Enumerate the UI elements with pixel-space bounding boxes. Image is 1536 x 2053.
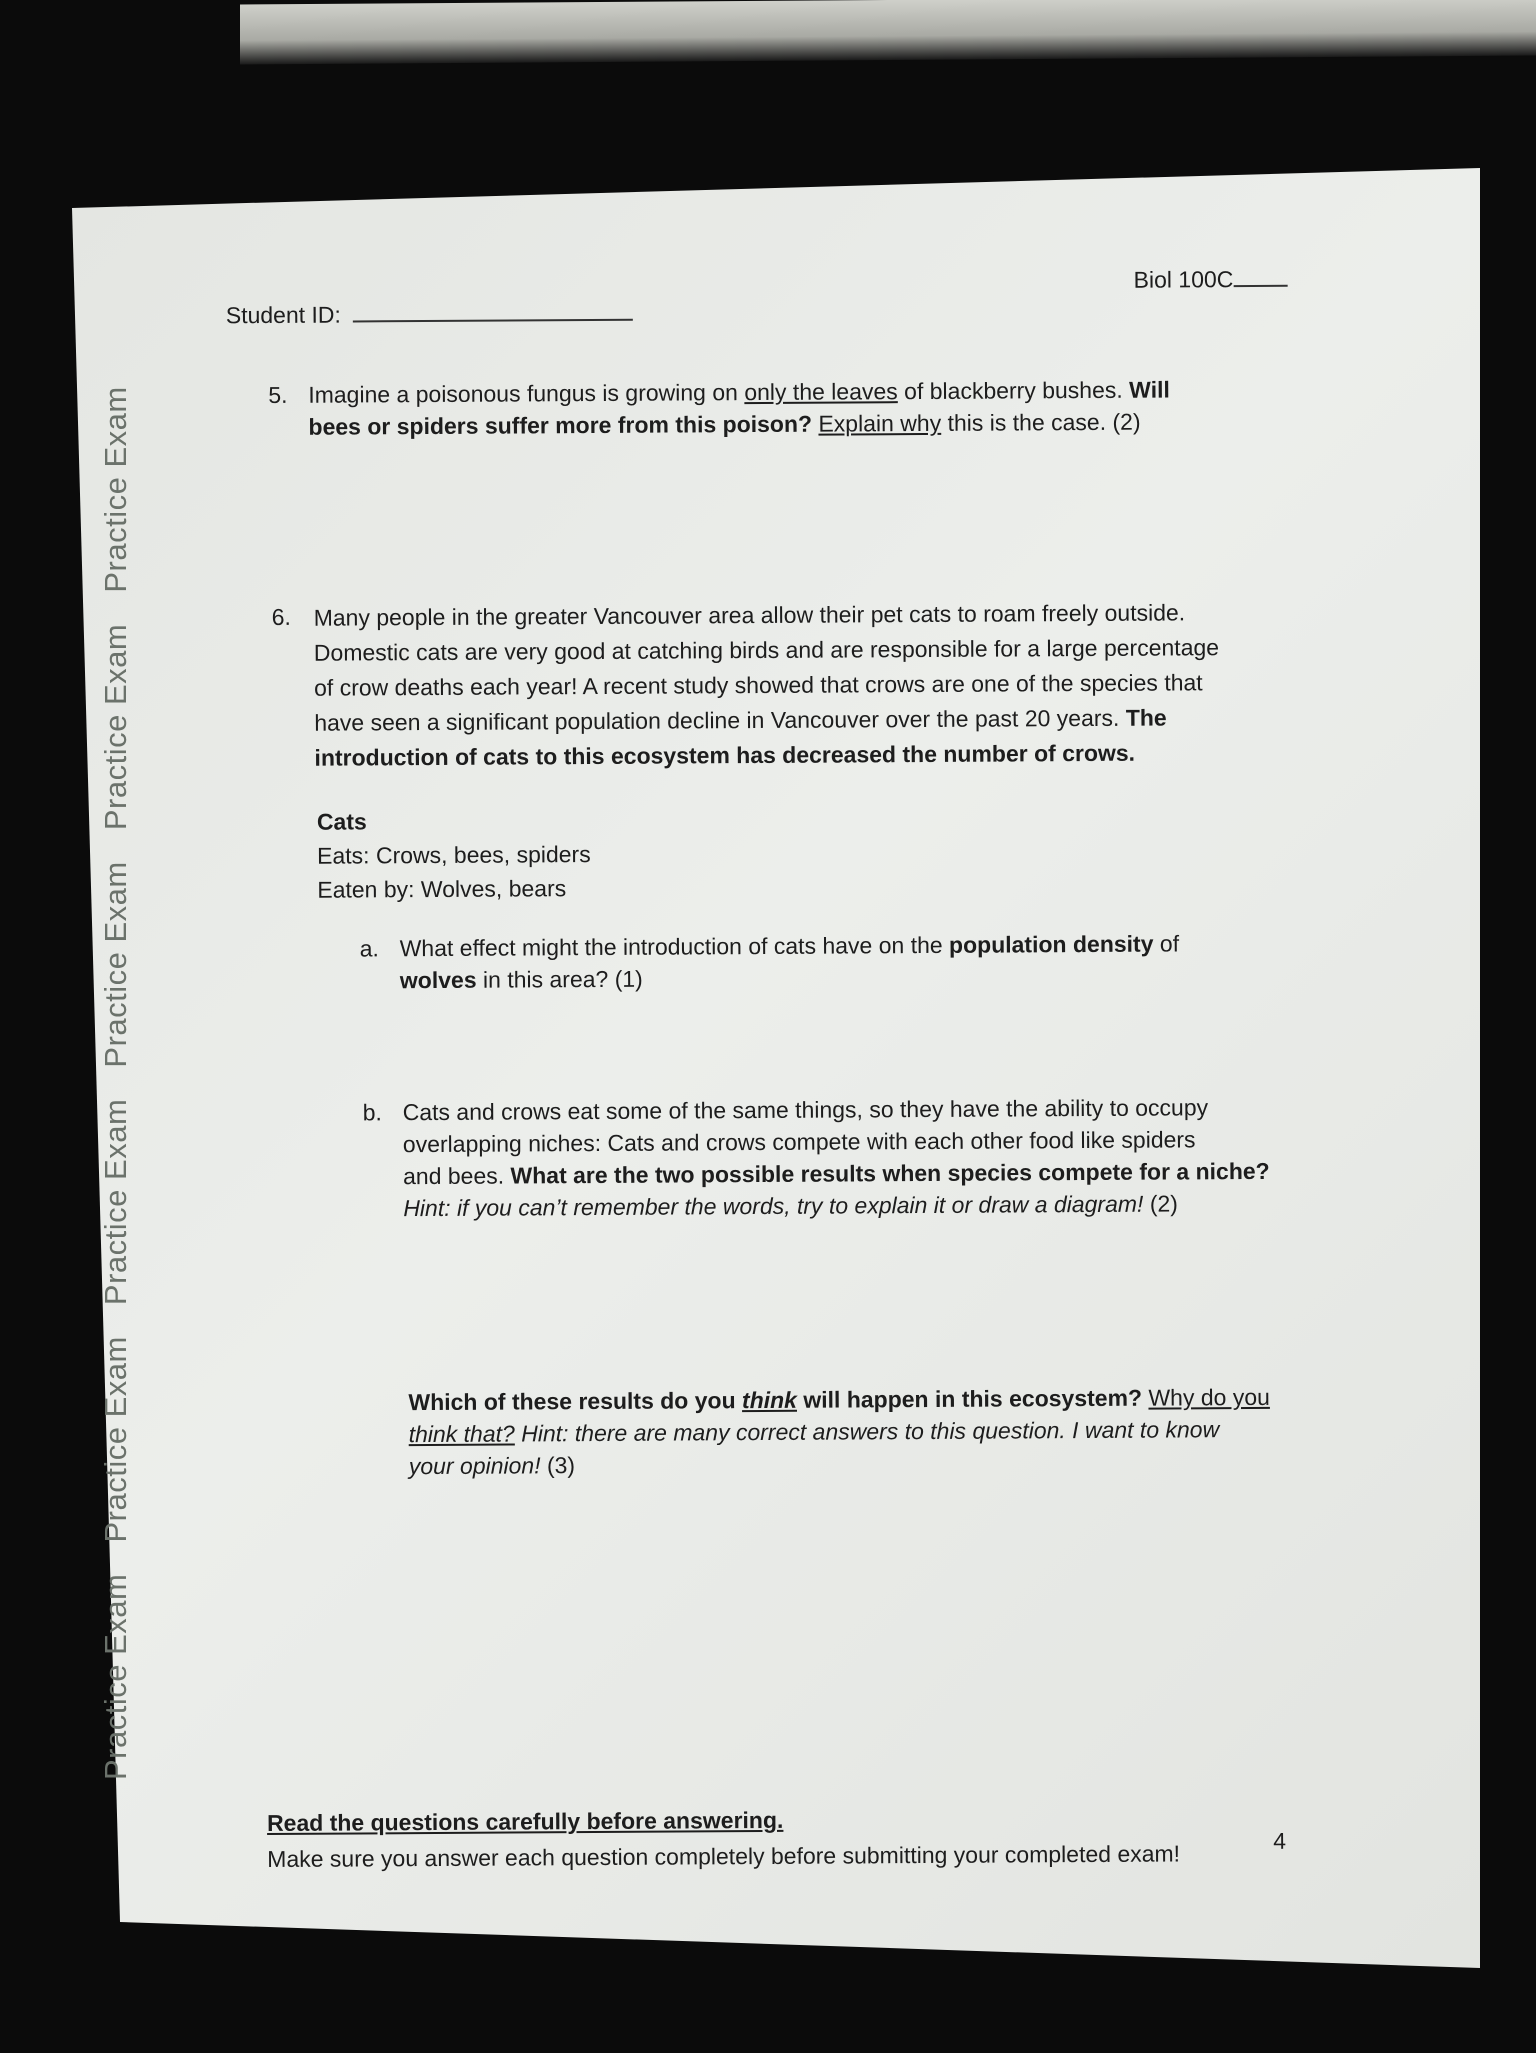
text-line: have seen a significant population decline in Vancouver over the past 20 years. <box>314 704 1126 736</box>
student-id-blank[interactable] <box>353 297 633 323</box>
question-6b-text <box>403 1091 1324 1225</box>
question-6 <box>272 595 1333 776</box>
watermark-text: Practice Exam <box>98 1573 133 1780</box>
text-run: and bees. <box>402 1162 511 1190</box>
text-run: this is the case. (2) <box>941 408 1141 436</box>
watermark-text: Practice Exam <box>98 861 133 1068</box>
question-5 <box>268 373 1268 443</box>
question-letter: b. <box>362 1099 382 1126</box>
text-line-bold: introduction of cats to this ecosystem has decreased the number of crows. <box>314 739 1136 771</box>
text-line: overlapping niches: Cats and crows compete with each other food like spiders <box>402 1126 1196 1158</box>
watermark-text: Practice Exam <box>98 623 133 831</box>
text-run: What effect might the introduction of cats have on the <box>399 931 950 962</box>
text-line: Many people in the greater Vancouver area allow their pet cats to roam freely outside. <box>313 599 1186 631</box>
text-run: of blackberry bushes. <box>897 376 1130 405</box>
page-number: 4 <box>1273 1827 1287 1854</box>
question-6b-followup <box>408 1381 1309 1482</box>
question-number: 6. <box>271 603 291 630</box>
watermark-text: Practice Exam <box>98 386 133 593</box>
watermark-text: Practice Exam <box>98 1336 133 1543</box>
text-line: Cats and crows eat some of the same things, so they have the ability to occupy <box>402 1094 1209 1126</box>
text-run-bold: will happen in this ecosystem? <box>796 1384 1149 1413</box>
student-id-line <box>226 297 634 331</box>
text-line: Domestic cats are very good at catching birds and are responsible for a large percentage <box>313 634 1220 666</box>
cats-title: Cats <box>316 808 367 835</box>
text-run: Imagine a poisonous fungus is growing on <box>308 379 745 408</box>
cats-eaten-by: Eaten by: Wolves, bears <box>317 875 567 903</box>
question-6a <box>360 927 1260 996</box>
text-run-italic-underlined: think that? <box>408 1420 515 1448</box>
student-id-label: Student ID: <box>225 301 341 329</box>
question-6-text <box>314 595 1333 776</box>
question-number: 5. <box>268 381 288 408</box>
text-run: (3) <box>540 1452 576 1479</box>
question-5-text <box>308 373 1268 443</box>
text-run-bold: Will <box>1129 376 1170 403</box>
footer-instruction: Make sure you answer each question completely before submitting your completed exam! <box>267 1840 1181 1873</box>
course-code <box>1134 263 1288 296</box>
cats-food-web-box <box>317 803 591 907</box>
course-label: Biol 100C <box>1133 266 1234 293</box>
text-run: in this area? (1) <box>476 965 643 993</box>
question-letter: a. <box>359 935 379 962</box>
text-run-underlined: only the leaves <box>744 378 898 406</box>
text-run-italic: your opinion! <box>408 1452 541 1480</box>
question-6a-text <box>400 927 1260 996</box>
text-run-underlined: Why do you <box>1148 1383 1270 1411</box>
text-run-bold: population density <box>948 930 1154 958</box>
text-run-bold: bees or spiders suffer more from this poison? <box>308 410 813 440</box>
text-run-underlined: Explain why <box>818 409 942 437</box>
text-run: (2) <box>1143 1190 1178 1217</box>
text-run-italic: Hint: there are many correct answers to this question. I want to know <box>514 1416 1220 1447</box>
text-run-bold-italic-underlined: think <box>741 1386 798 1414</box>
text-run-bold: What are the two possible results when species compete for a niche? <box>510 1157 1270 1189</box>
question-6b <box>363 1091 1324 1225</box>
text-line: of crow deaths each year! A recent study showed that crows are one of the species that <box>314 669 1203 701</box>
question-6b-followup-text <box>408 1381 1309 1482</box>
text-run: of <box>1153 930 1180 957</box>
text-run-italic: Hint: if you can’t remember the words, try to explain it or draw a diagram! <box>403 1190 1144 1222</box>
text-run-bold: Which of these results do you <box>408 1387 743 1416</box>
cats-eats: Eats: Crows, bees, spiders <box>317 841 591 869</box>
text-run-bold: wolves <box>399 966 477 994</box>
footer-instruction-bold: Read the questions carefully before answering. <box>266 1806 784 1837</box>
course-blank <box>1233 263 1287 287</box>
footer <box>267 1799 1180 1877</box>
text-run-bold: The <box>1125 704 1167 731</box>
watermark-text: Practice Exam <box>98 1098 133 1306</box>
